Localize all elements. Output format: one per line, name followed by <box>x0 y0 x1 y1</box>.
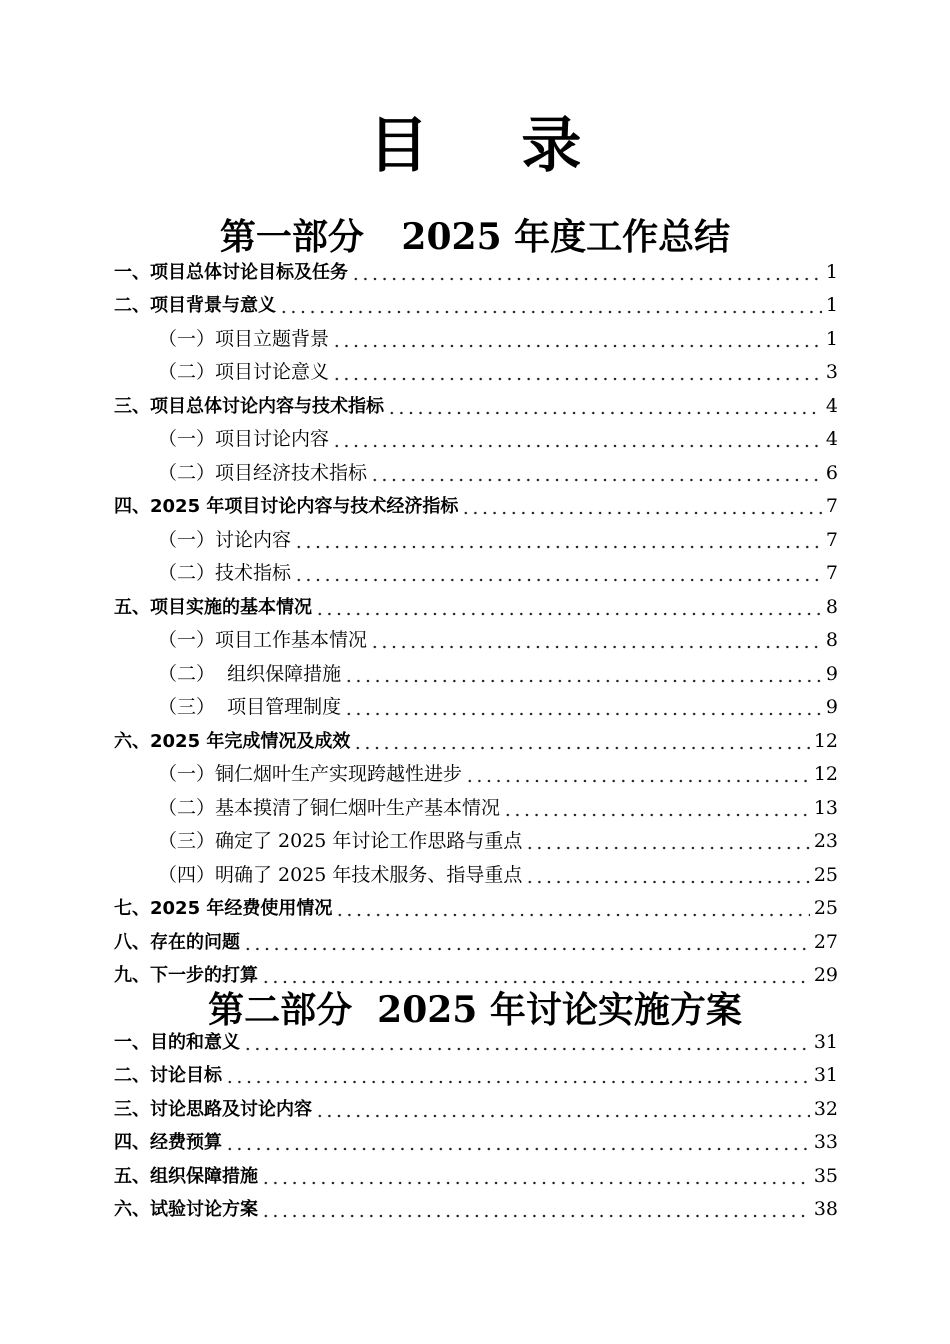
toc-page-number: 9 <box>825 696 838 718</box>
toc-page-number: 1 <box>825 327 838 350</box>
toc-entry-title: 一、项目总体讨论目标及任务 <box>114 261 348 283</box>
toc-page-number: 7 <box>825 495 838 517</box>
toc-page-number: 13 <box>813 796 838 819</box>
toc-page-number: 25 <box>813 863 838 886</box>
toc-entry-title: （二）项目讨论意义 <box>158 361 330 383</box>
toc-entry-title: 七、2025 年经费使用情况 <box>114 898 333 919</box>
toc-entry-title: 二、讨论目标 <box>114 1065 222 1086</box>
part-1-heading: 第一部分 2025 年度工作总结 <box>219 216 731 258</box>
toc-page-number: 8 <box>825 595 838 618</box>
toc-page-number: 32 <box>813 1097 838 1120</box>
toc-dot-leader <box>353 746 809 750</box>
toc-page-number: 25 <box>813 897 838 919</box>
toc-entry[interactable] <box>158 355 838 389</box>
toc-entry[interactable] <box>114 1125 838 1159</box>
toc-page-number: 35 <box>813 1164 838 1187</box>
toc-dot-leader <box>261 1181 810 1185</box>
toc-dot-leader <box>225 1080 810 1084</box>
toc-entry[interactable] <box>158 422 838 456</box>
toc-page-number: 12 <box>813 763 838 785</box>
toc-page-number: 1 <box>825 260 838 283</box>
part-2-heading: 第二部分 2025 年讨论实施方案 <box>208 989 742 1031</box>
toc-entry[interactable] <box>158 790 838 824</box>
toc-dot-leader <box>332 444 822 448</box>
toc-page-number: 12 <box>813 729 838 752</box>
toc-dot-leader <box>315 1114 810 1118</box>
toc-entry-title: （一）项目立题背景 <box>158 327 330 350</box>
toc-dot-leader <box>261 1214 810 1218</box>
toc-entry-title: （二）基本摸清了铜仁烟叶生产基本情况 <box>158 796 501 819</box>
toc-entry[interactable] <box>158 757 838 791</box>
toc-entry-title: （四）明确了 2025 年技术服务、指导重点 <box>158 863 523 886</box>
toc-page-number: 31 <box>813 1030 838 1053</box>
toc-dot-leader <box>387 411 822 415</box>
toc-dot-leader <box>243 1047 810 1051</box>
toc-entry[interactable] <box>114 1158 838 1192</box>
toc-entry[interactable] <box>158 857 838 891</box>
toc-dot-leader <box>465 779 810 783</box>
toc-entry-title: （二）项目经济技术指标 <box>158 461 368 484</box>
toc-page-number: 9 <box>825 662 838 685</box>
toc-entry[interactable] <box>114 924 838 958</box>
toc-entry[interactable] <box>158 321 838 355</box>
toc-page-number: 33 <box>813 1131 838 1153</box>
toc-entry[interactable] <box>114 1058 838 1092</box>
toc-entry[interactable] <box>114 1091 838 1125</box>
toc-entry[interactable] <box>114 589 838 623</box>
toc-page-number: 6 <box>825 461 838 484</box>
toc-entry-title: （三）确定了 2025 年讨论工作思路与重点 <box>158 830 523 852</box>
part-1-toc-list <box>0 254 950 991</box>
toc-entry[interactable] <box>158 623 838 657</box>
toc-entry-title: 六、2025 年完成情况及成效 <box>114 730 351 752</box>
toc-entry-title: （一）项目讨论内容 <box>158 428 330 450</box>
toc-entry-title: （一）讨论内容 <box>158 528 292 551</box>
toc-entry-title: 六、试验讨论方案 <box>114 1199 258 1220</box>
toc-entry[interactable] <box>114 958 838 992</box>
toc-entry-title: （一）铜仁烟叶生产实现跨越性进步 <box>158 763 463 785</box>
toc-page-number: 7 <box>825 562 838 584</box>
toc-page-number: 3 <box>825 361 838 383</box>
toc-page-number: 4 <box>825 394 838 417</box>
toc-dot-leader <box>294 578 822 582</box>
toc-page-number: 31 <box>813 1064 838 1086</box>
toc-dot-leader <box>344 712 822 716</box>
toc-entry[interactable] <box>114 254 838 288</box>
toc-page-number: 1 <box>825 294 838 316</box>
toc-entry[interactable] <box>158 690 838 724</box>
toc-entry[interactable] <box>114 723 838 757</box>
toc-page-number: 29 <box>813 964 838 986</box>
toc-page-number: 38 <box>813 1198 838 1220</box>
toc-dot-leader <box>261 980 810 984</box>
toc-page-number: 7 <box>825 528 838 551</box>
toc-entry[interactable] <box>114 1024 838 1058</box>
toc-dot-leader <box>344 679 822 683</box>
toc-page-number: 23 <box>813 830 838 852</box>
toc-page-number: 4 <box>825 428 838 450</box>
toc-entry-title: 三、讨论思路及讨论内容 <box>114 1098 312 1120</box>
toc-entry-title: 九、下一步的打算 <box>114 965 258 986</box>
toc-entry-title: 五、项目实施的基本情况 <box>114 596 312 618</box>
toc-dot-leader <box>332 377 822 381</box>
toc-title: 目 录 <box>368 111 618 181</box>
toc-dot-leader <box>461 511 822 515</box>
toc-dot-leader <box>225 1147 810 1151</box>
toc-entry[interactable] <box>158 455 838 489</box>
toc-dot-leader <box>315 612 822 616</box>
toc-dot-leader <box>243 947 810 951</box>
toc-entry[interactable] <box>114 288 838 322</box>
toc-entry-title: 五、组织保障措施 <box>114 1165 258 1187</box>
toc-entry-title: （一）项目工作基本情况 <box>158 629 368 651</box>
toc-entry-title: （二） 组织保障措施 <box>158 662 342 685</box>
part-2-toc-list <box>0 1024 950 1225</box>
toc-entry[interactable] <box>114 388 838 422</box>
toc-entry-title: 一、目的和意义 <box>114 1031 240 1053</box>
toc-dot-leader <box>370 645 822 649</box>
toc-dot-leader <box>525 846 809 850</box>
toc-entry-title: 四、2025 年项目讨论内容与技术经济指标 <box>114 496 459 517</box>
toc-dot-leader <box>279 310 822 314</box>
toc-entry-title: 四、经费预算 <box>114 1132 222 1153</box>
toc-entry[interactable] <box>114 1192 838 1226</box>
toc-dot-leader <box>294 545 822 549</box>
toc-entry-title: （三） 项目管理制度 <box>158 696 342 718</box>
toc-entry[interactable] <box>158 656 838 690</box>
toc-entry-title: 三、项目总体讨论内容与技术指标 <box>114 395 384 417</box>
toc-entry-title: （二）技术指标 <box>158 562 292 584</box>
toc-dot-leader <box>525 880 809 884</box>
toc-dot-leader <box>370 478 822 482</box>
toc-dot-leader <box>335 913 809 917</box>
toc-dot-leader <box>351 277 822 281</box>
toc-entry[interactable] <box>114 891 838 925</box>
toc-entry[interactable] <box>114 489 838 523</box>
toc-page-number: 8 <box>825 629 838 651</box>
toc-dot-leader <box>503 813 810 817</box>
toc-dot-leader <box>332 344 822 348</box>
toc-page-number: 27 <box>813 930 838 953</box>
toc-entry-title: 二、项目背景与意义 <box>114 295 276 316</box>
toc-entry[interactable] <box>158 522 838 556</box>
toc-entry[interactable] <box>158 824 838 858</box>
toc-entry-title: 八、存在的问题 <box>114 931 240 953</box>
toc-entry[interactable] <box>158 556 838 590</box>
